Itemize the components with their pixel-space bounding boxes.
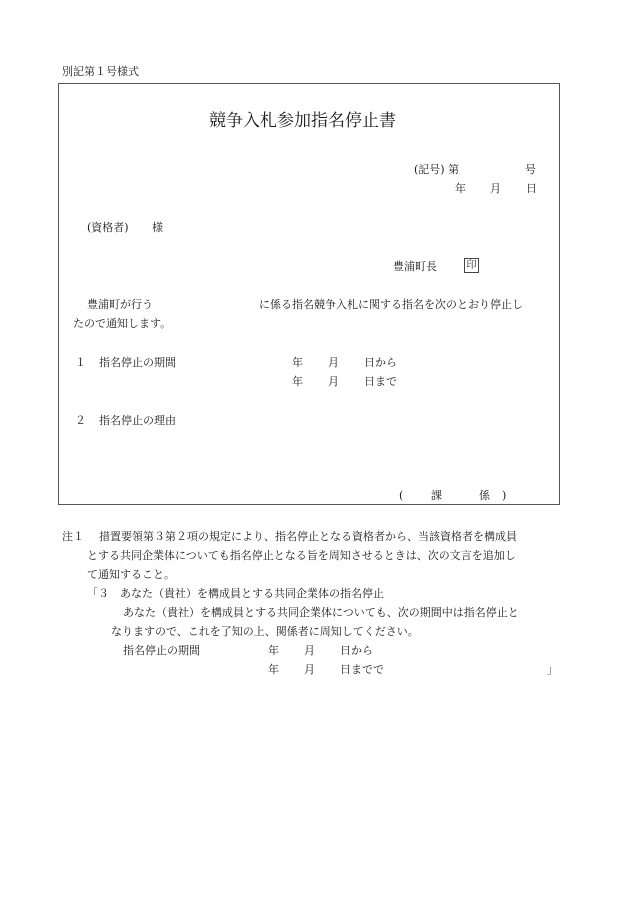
section-kakari: 係 (479, 489, 490, 502)
item1-to-month: 月 (328, 375, 339, 388)
body-line1-start: 豊浦町が行う (87, 298, 153, 311)
date-year: 年 (455, 182, 466, 195)
item1-label: 指名停止の期間 (99, 356, 176, 369)
note-clause-line2: なりますので、これを了知の上、関係者に周知してください。 (111, 625, 419, 638)
note-line2: とする共同企業体についても指名停止となる旨を周知させるときは、次の文言を追加し (87, 549, 516, 562)
note-to-month: 月 (304, 663, 315, 676)
item1-from-year: 年 (292, 356, 303, 369)
item1-to-year: 年 (292, 375, 303, 388)
seal-mark: 印 (464, 258, 479, 273)
note-to-year: 年 (268, 663, 279, 676)
note-close-bracket: 」 (547, 663, 558, 676)
note-to-day: 日までで (340, 663, 384, 676)
date-month: 月 (490, 182, 501, 195)
note-clause-heading: 「３ あなた（貴社）を構成員とする共同企業体の指名停止 (87, 587, 384, 600)
note-line1: 措置要領第３第２項の規定により、指名停止となる資格者から、当該資格者を構成員 (99, 530, 517, 543)
note-clause-line1: あなた（貴社）を構成員とする共同企業体についても、次の期間中は指名停止と (123, 606, 519, 619)
item2-label: 指名停止の理由 (99, 414, 176, 427)
record-number-suffix: 号 (525, 163, 536, 176)
addressee-honorific: 様 (152, 221, 163, 234)
form-frame (58, 83, 560, 505)
note-label: 注１ (62, 530, 84, 543)
note-line3: て通知すること。 (87, 568, 175, 581)
section-ka: 課 (431, 489, 442, 502)
form-label: 別記第１号様式 (62, 65, 139, 78)
note-from-month: 月 (304, 644, 315, 657)
item2-number: ２ (75, 414, 86, 427)
item1-from-day: 日から (364, 356, 397, 369)
note-from-day: 日から (340, 644, 373, 657)
date-day: 日 (526, 182, 537, 195)
addressee-name: (資格者) (87, 221, 129, 234)
note-period-label: 指名停止の期間 (123, 644, 200, 657)
body-line1-end: に係る指名競争入札に関する指名を次のとおり停止し (259, 298, 523, 311)
item1-number: １ (75, 356, 86, 369)
issuer-title: 豊浦町長 (393, 260, 437, 273)
section-open-paren: ( (399, 489, 404, 502)
section-close-paren: ) (502, 489, 507, 502)
item1-to-day: 日まで (364, 375, 397, 388)
note-from-year: 年 (268, 644, 279, 657)
record-number-label: (記号) 第 (414, 163, 460, 176)
body-line2: たので通知します。 (73, 317, 172, 330)
document-title: 競争入札参加指名停止書 (209, 111, 396, 131)
item1-from-month: 月 (328, 356, 339, 369)
